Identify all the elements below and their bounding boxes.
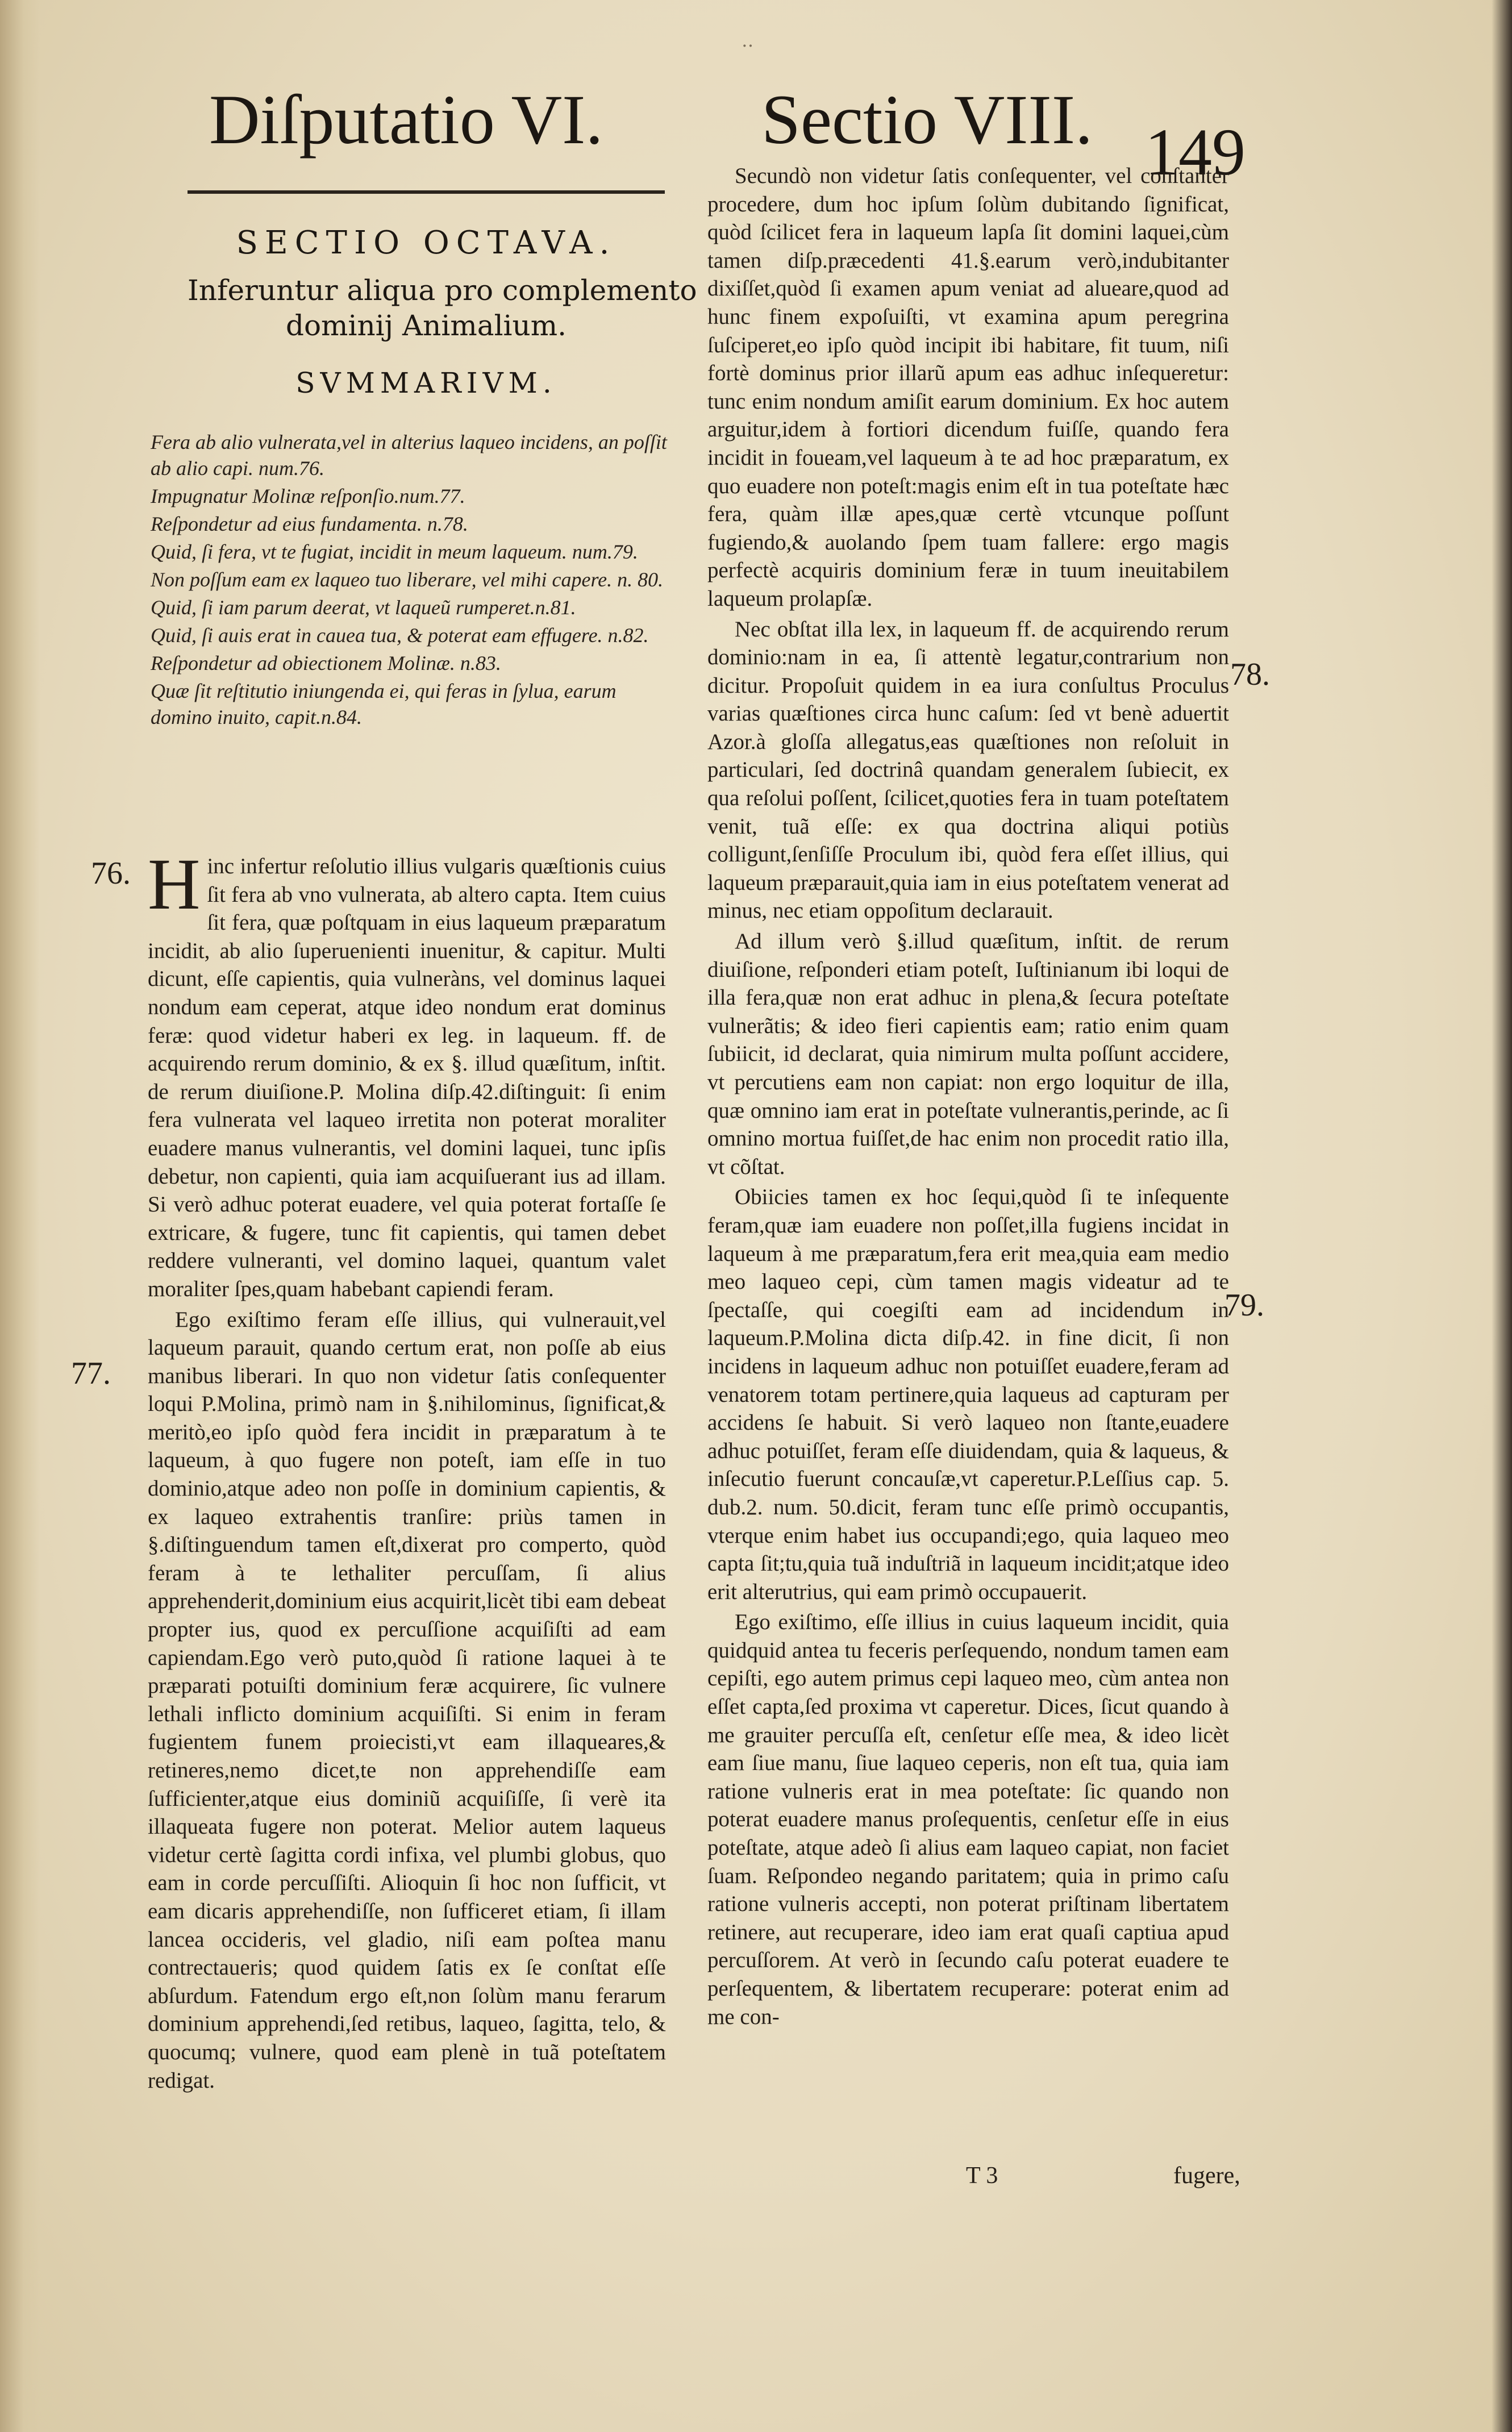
running-head-right: Sectio VIII. xyxy=(761,81,1093,159)
header-rule xyxy=(188,190,665,194)
section-subtitle-line-1: Inferuntur aliqua pro complemento xyxy=(188,274,697,307)
summary-item: Quid, ſi iam parum deerat, vt laqueũ rumperet.n.81. xyxy=(151,596,576,619)
summary-item: Quæ ſit reſtitutio iniungenda ei, qui feras in ſylua, earum domino inuito, capit.n.84. xyxy=(151,680,617,728)
summary-item: Impugnatur Molinæ reſponſio.num.77. xyxy=(151,485,465,507)
running-head-left: Diſputatio VI. xyxy=(209,81,603,159)
margin-number-77: 77. xyxy=(71,1356,111,1391)
section-title: SECTIO OCTAVA. xyxy=(236,224,617,261)
paragraph-80: Ego exiſtimo, eſſe illius in cuius laqueum incidit, quia quidquid antea tu feceris perſequendo, nondum tamen eam cepiſti, ego autem primus cepi laqueo meo, cùm antea non eſſet capta,ſed proxima vt caperetur. Dices, ſicut quando à me grauiter percuſſa eſt, cenſetur eſſe mea, & ideo licèt eam ſiue manu, ſiue laqueo ceperis, non eſt tua, quia iam ratione vulneris erat in mea poteſtate: ſic quando non poterat euadere manus proſequentis, cenſetur eſſe in eius poteſtate, atque adeò ſi alius eam laqueo capiat, non faciet ſuam. Reſpondeo negando paritatem; quia in primo caſu ratione vulneris accepti, non poterat priſtinam libertatem retinere, aut recuperare, ideo iam erat quaſi captiua apud percuſſorem. At verò in ſecundo caſu poterat euadere te perſequentem, & libertatem recuperare: poterat enim ad me con- xyxy=(707,1610,1229,2029)
page-edge xyxy=(1492,0,1512,2432)
paragraph-78: Nec obſtat illa lex, in laqueum ff. de acquirendo rerum dominio:nam in ea, ſi attentè legatur,contrarium non dicitur. Propoſuit quidem in ea iura conſultus Proculus varias quæſtiones circa hunc caſum: ſed vt benè aduertit Azor.à gloſſa allegatus,eas quæſtiones non reſoluit in particulari, ſed doctrinâ quandam generalem ſubiecit, ex qua reſolui poſſent, ſcilicet,quoties fera in tuam poteſtatem venit, tuã eſſe: ex qua doctrina aliqui potiùs colligunt,ſenſiſſe Proculum ibi, quòd fera eſſet illius, qui laqueum præparauit,quia iam in eius poteſtatem venerat ad minus, nec etiam oppoſitum declarauit. xyxy=(707,617,1229,923)
summary-item: Non poſſum eam ex laqueo tuo liberare, vel mihi capere. n. 80. xyxy=(151,568,664,591)
section-subtitle-line-2: dominij Animalium. xyxy=(285,309,567,342)
summary-item: Reſpondetur ad obiectionem Molinæ. n.83. xyxy=(151,652,501,674)
summary-item: Reſpondetur ad eius fundamenta. n.78. xyxy=(151,513,468,535)
summary-item: Quid, ſi fera, vt te fugiat, incidit in meum laqueum. num.79. xyxy=(151,540,638,563)
summary-heading: SVMMARIVM. xyxy=(295,367,557,399)
margin-number-79: 79. xyxy=(1224,1288,1264,1323)
margin-number-78: 78. xyxy=(1230,657,1270,692)
signature-mark: T 3 xyxy=(966,2163,998,2189)
binding-shadow xyxy=(0,0,40,2432)
paragraph-76-text: inc infertur reſolutio illius vulgaris quæſtionis cuius ſit fera ab vno vulnerata, ab altero capta. Item cuius ſit fera, quæ poſtquam in eius laqueum præparatum incidit, ab alio ſuperuenienti inuenitur, & capitur. Multi dicunt, eſſe capientis, quia vulneràns, vel dominus laquei nondum eam ceperat, atque ideo nondum erat dominus feræ: quod videtur haberi ex leg. in laqueum. ff. de acquirendo rerum dominio, & ex §. illud quæſitum, inſtit. de rerum diuiſione.P. Molina diſp.42.diſtinguit: ſi enim fera vulnerata vel laqueo irretita non poterat moraliter euadere manus vulnerantis, vel domini laquei, tunc ipſis debetur, non capienti, quia iam acquiſuerant ius ad illam. Si verò adhuc poterat euadere, vel quia poterat fortaſſe ſe extricare, & fugere, tunc fit capientis, qui tamen debet reddere vulneranti, vel domino laquei, quantum valet moraliter ſpes,quam habebant capiendi feram. xyxy=(148,854,666,1301)
paragraph-76 xyxy=(148,844,666,1304)
paragraph-77: Ego exiſtimo feram eſſe illius, qui vulnerauit,vel laqueum parauit, quando certum erat, non poſſe ab eius manibus liberari. In quo non videtur ſatis conſequenter loqui P.Molina, primò nam in §.nihilominus, ſignificat,& meritò,eo ipſo quòd fera incidit in præparatum à te laqueum, à quo fugere non poteſt, iam eſſe in tuo dominio,atque adeo non poſſe in dominium capientis, & ex laqueo extrahentis tranſire: priùs tamen in §.diſtinguendum tamen eſt,dixerat pro comperto, quòd feram à te lethaliter percuſſam, ſi alius apprehenderit,dominium eius acquirit,licèt tibi eam debeat propter ius, quod ex percuſſione acquiſiſti ad eam capiendam.Ego verò puto,quòd ſi ratione laquei à te præparati potuiſti dominium feræ acquirere, ſic vulnere lethali inflicto dominium acquiſiſti. Si enim in feram fugientem funem proiecisti,vt eam illaqueares,& retineres,nemo dicet,te non apprehendiſſe eam ſufficienter,atque eius dominiũ acquiſiſſe, ſi verè ita illaqueata fugere non poterat. Melior autem laqueus videtur certè ſagitta cordi infixa, vel plumbi globus, quo eam in corde percuſſiſti. Alioquin ſi hoc non ſufficit, vt eam dicaris apprehendiſſe, non ſufficeret etiam, ſi illam lancea occideris, vel gladio, niſi eam poſtea manu contrectaueris; quod quidem ſatis ex ſe conſtat eſſe abſurdum. Fatendum ergo eſt,non ſolùm manu ferarum dominium apprehendi,ſed retibus, laqueo, ſagitta, telo, & quocumq; vulnere, quod eam plenè in tuã poteſtatem redigat. xyxy=(148,1307,666,2093)
summary-item: Quid, ſi auis erat in cauea tua, & poterat eam effugere. n.82. xyxy=(151,624,649,647)
margin-number-76: 76. xyxy=(91,856,131,891)
paragraph-79: Obiicies tamen ex hoc ſequi,quòd ſi te inſequente feram,quæ iam euadere non poſſet,illa fugiens incidat in laqueum à me præparatum,fera erit mea,quia eam medio meo laqueo cepi, cùm tamen magis videatur ad te ſpectaſſe, qui coegiſti eam ad incidendum in laqueum.P.Molina dicta diſp.42. in fine dicit, ſi non incidens in laqueum adhuc non potuiſſet euadere,feram ad venatorem totam pertinere,quia laqueus ad capturam per accidens ſe habuit. Si verò laqueo non ſtante,euadere adhuc potuiſſet, feram eſſe diuidendam, quia & laqueus, & inſecutio fuerunt concauſæ,vt caperetur.P.Leſſius cap. 5. dub.2. num. 50.dicit, feram tunc eſſe primò occupantis, vterque enim habet ius occupandi;ego, quia laqueo meo capta ſit;tu,quia tuã induſtriã in laqueum incidit;atque ideo erit alterutrius, qui eam primò occupauerit. xyxy=(707,1185,1229,1604)
paragraph-continued: Secundò non videtur ſatis conſequenter, vel conſtanter procedere, dum hoc ipſum ſolùm dubitando ſignificat, quòd ſcilicet fera in laqueum lapſa ſit domini laquei,cùm tamen diſp.præcedenti 41.§.earum verò,indubitanter dixiſſet,quòd ſi examen apum veniat ad alueare,quod ad hunc finem expoſuiſti, vt examina apum peregrina ſuſciperet,eo ipſo quòd incipit ibi habitare, fit tuum, niſi fortè dominus prior illarũ apum eas adhuc inſequeretur: tunc enim nondum amiſit earum dominium. Ex hoc autem arguitur,idem à fortiori dicendum fuiſſe, quando fera incidit in foueam,vel laqueum à te ad hoc præparatum, ex quo euadere non poteſt:magis enim eſt in tua poteſtate hæc fera, quàm illæ apes,quæ certè vtcunque poſſunt fugiendo,& auolando ſpem tuam fallere: ergo magis perfectè acquiris dominium feræ in tuum ineuitabilem laqueum prolapſæ. xyxy=(707,164,1229,611)
summary-list xyxy=(151,429,673,732)
section-subtitle xyxy=(188,273,697,343)
catchword: fugere, xyxy=(1173,2163,1240,2189)
paragraph-78b: Ad illum verò §.illud quæſitum, inſtit. de rerum diuiſione, reſponderi etiam poteſt, Iuſtinianum ibi loqui de illa fera,quæ non erat adhuc in plena,& ſecura poteſtate vulnerãtis; & ideo fieri capientis eam; ratio enim quam ſubiicit, id declarat, quia nimirum multa poſſunt accidere, vt percutiens eam non capiat: non ergo loquitur de illa, quæ omnino iam erat in poteſtate vulnerantis,perinde, ac ſi omnino mortua fuiſſet,de hac enim non procedit ratio illa, vt cõſtat. xyxy=(707,929,1229,1179)
drop-capital: H xyxy=(148,844,201,925)
page-number: 149 xyxy=(1145,115,1246,189)
summary-item: Fera ab alio vulnerata,vel in alterius laqueo incidens, an poſſit ab alio capi. num.76. xyxy=(151,431,667,480)
left-column xyxy=(148,844,666,2097)
right-column xyxy=(707,162,1229,2033)
top-mark: ‥ xyxy=(742,30,754,51)
